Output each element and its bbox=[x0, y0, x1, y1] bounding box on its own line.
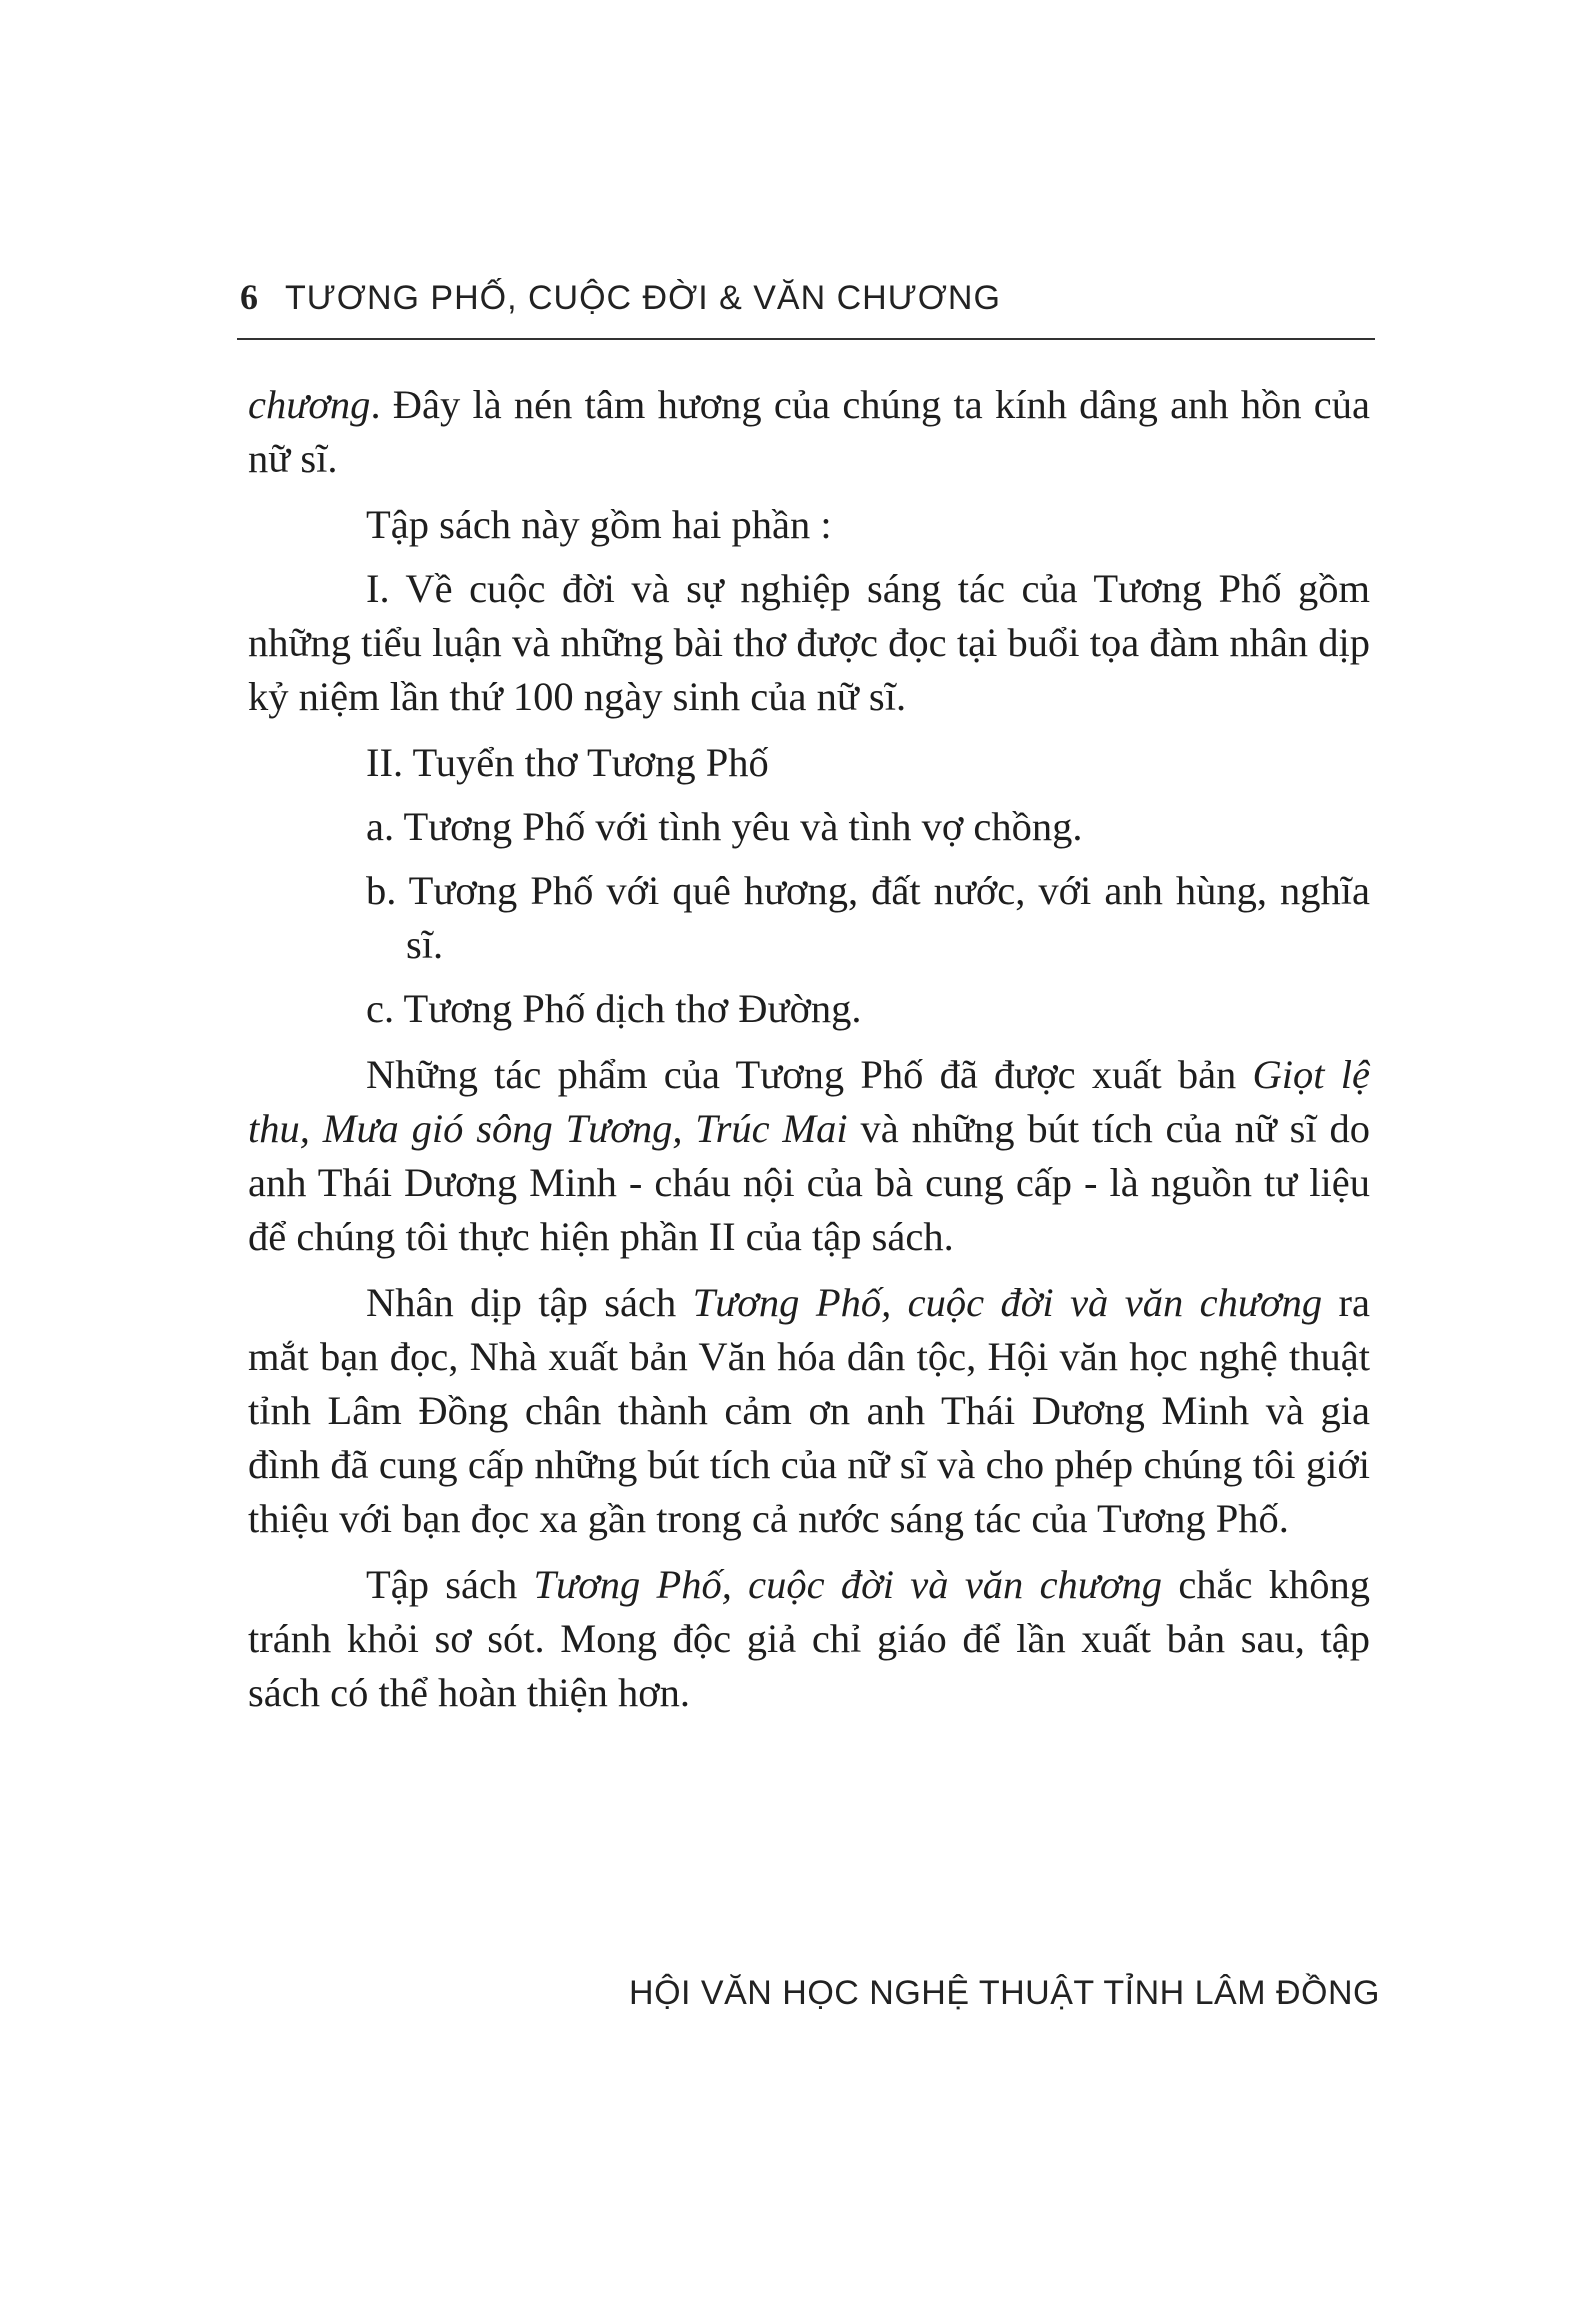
list-item-a: a. Tương Phố với tình yêu và tình vợ chồng. bbox=[366, 804, 1083, 849]
paragraph-text: . Đây là nén tâm hương của chúng ta kính dâng anh hồn của nữ sĩ. bbox=[248, 382, 1370, 481]
paragraph-text: ra mắt bạn đọc, Nhà xuất bản Văn hóa dân tộc, Hội văn học nghệ thuật tỉnh Lâm Đồng chân thành cảm ơn anh Thái Dương Minh và gia đình đã cung cấp những bút tích của nữ sĩ và cho phép chúng tôi giới thiệu với bạn đọc xa gần trong cả nước sáng tác của Tương Phố. bbox=[248, 1280, 1370, 1541]
italic-title: Tương Phố, cuộc đời và văn chương bbox=[692, 1280, 1323, 1325]
paragraph-text: và những bút tích của nữ sĩ do anh Thái Dương Minh - cháu nội của bà cung cấp - là nguồn tư liệu để chúng tôi thực hiện phần II của tập sách. bbox=[248, 1106, 1371, 1259]
part-two: II. Tuyển thơ Tương Phố bbox=[366, 740, 769, 785]
italic-title: Tương Phố, cuộc đời và văn chương bbox=[533, 1562, 1163, 1607]
running-title: TƯƠNG PHỐ, CUỘC ĐỜI & VĂN CHƯƠNG bbox=[285, 279, 1001, 317]
paragraph-text: Những tác phẩm của Tương Phố đã được xuất bản bbox=[366, 1052, 1237, 1097]
paragraph-text: Tập sách bbox=[366, 1562, 518, 1607]
italic-title: chương bbox=[248, 382, 371, 427]
paragraph-1 bbox=[248, 378, 1370, 486]
paragraph-works bbox=[248, 1048, 1370, 1264]
paragraph-2: Tập sách này gồm hai phần : bbox=[366, 502, 832, 547]
running-header bbox=[240, 276, 1375, 318]
paragraph-text: chắc không tránh khỏi sơ sót. Mong độc giả chỉ giáo để lần xuất bản sau, tập sách có thể hoàn thiện hơn. bbox=[248, 1562, 1371, 1715]
paragraph-text: Nhân dịp tập sách bbox=[366, 1280, 677, 1325]
paragraph-thanks bbox=[248, 1276, 1370, 1546]
paragraph-closing bbox=[248, 1558, 1370, 1720]
header-rule bbox=[237, 338, 1375, 340]
italic-title: Giọt lệ thu, Mưa gió sông Tương, Trúc Mai bbox=[248, 1052, 1371, 1151]
part-one: I. Về cuộc đời và sự nghiệp sáng tác của Tương Phố gồm những tiểu luận và những bài thơ được đọc tại buổi tọa đàm nhân dịp kỷ niệm lần thứ 100 ngày sinh của nữ sĩ. bbox=[248, 566, 1370, 719]
list-item-c: c. Tương Phố dịch thơ Đường. bbox=[366, 986, 862, 1031]
list-item-b: b. Tương Phố với quê hương, đất nước, với anh hùng, nghĩa sĩ. bbox=[366, 868, 1370, 967]
signature: HỘI VĂN HỌC NGHỆ THUẬT TỈNH LÂM ĐỒNG bbox=[629, 1974, 1380, 2012]
page-body bbox=[248, 378, 1370, 1720]
page-number: 6 bbox=[240, 277, 259, 317]
